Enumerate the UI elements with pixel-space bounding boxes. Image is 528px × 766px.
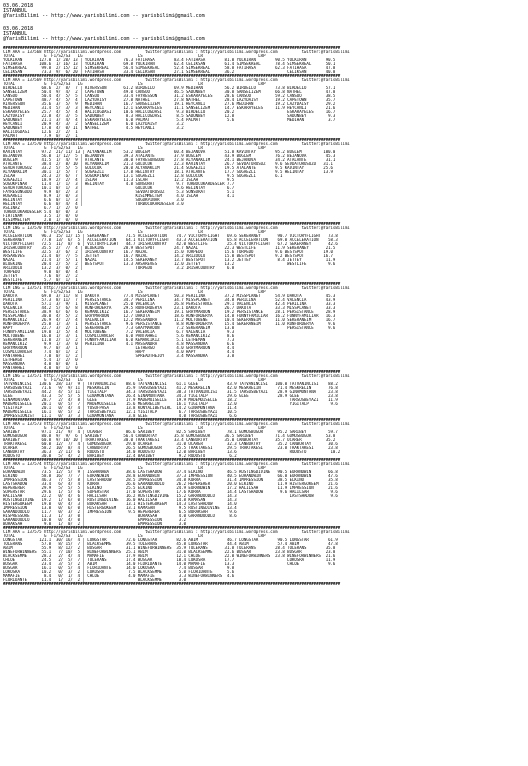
table-row: MEDIHAN 31.4 5/ 3/ 3 | HEYCANLI 12.1 ESKARAYELES 11.1 SANSELIZEM 14.7 ESKARAYELES 11.9 HEYCANLI 21.6 — [3, 106, 336, 110]
table-row: LOKOSRA 10.2 0/ 3/ 2 | LOKOSRA 7.5 BLACKSEMME 5.0 FLORIDANTE 5.6 — [3, 570, 235, 574]
table-row: COSMICDANCER 7.4 0/ 1/ 2 | HAPY 4.0 HAPY 4.4 — [3, 350, 235, 354]
table-row: MOLTOBENE 16.0 1/ 3/ 1 | COSMICDANCER 6.0 PANTAHHEI 5.6 KEMANCIKIZ 8.6 — [3, 334, 235, 338]
doc-city-2: ISTANBUL — [3, 31, 28, 37]
table-row: HEPERERER 29.9 5/ 5/ 5 | ELKINO 25.5 ELKINO 24.9 EURANDWIN 17.2 HALILSAH 11.9 IMPRESSION 21.6 — [3, 486, 338, 490]
table-row: IMPRESSION 46.3 7/ 5/ 8 | LASTSHADOW 28.5 IMPRESSION 34.8 KORRA 31.4 IMPRESSION 38.5 ELKINO 35.8 — [3, 478, 338, 482]
column-header: TOTAL G F1/S2/S3 LG LS LR LRP — [3, 82, 266, 86]
table-row: BUSGAR 23.4 3/ 5/ 2 | ABIM 14.0 FLORIDANTE 14.0 MAMAFIE 13.3 CHLOE 9.6 — [3, 562, 336, 566]
column-header: TOTAL G F1/S2/S3 LG LS LR LRP — [3, 378, 266, 382]
table-row: MADEMOISELLE 16.1 0/ 5/ 2 | TARSUSBEYAZI 12.1 YIGITALP 6.7 TARSUSBEYAZI 10.5 — [3, 410, 237, 414]
table-row: PANTAHHEI 4.0 0/ 1/ 0 — [3, 366, 78, 370]
race-title: CIM ARA = 137569 http://yarisbilimi.wordpress.com twitter:@YarisBilimi : http://yarisbilimi.wordpress.com twitter:@YarisBilimi — [3, 78, 350, 82]
table-row: DAKOTA 69.8 3/ 11/ 8 | DAKOTA 77.4 MISSPLANET 50.3 PERILINA 37.2 MISSPLANET 54.9 DAKOTA 45.3 — [3, 294, 336, 298]
race-title: CIM ING = 137570 http://yarisbilimi.wordpress.com twitter:@YarisBilimi : http://yarisbilimi.wordpress.com twitter:@YarisBilimi — [3, 226, 350, 230]
table-row: IMPRESSIONIST 11.1 0/ 3/ 3 | GINAMONTANA 3.8 GLEE 4.0 TARSUSBEYAZI 6.6 — [3, 414, 237, 418]
table-row: ABIM 55.9 8/ 12/ 2 | BUSGAR 31.1 WINEFORWINNERS 35.9 TOLERANS 31.8 TOLERANS 28.4 TOLERANS 35.8 — [3, 546, 336, 550]
table-row: FAYRESUNGUDU 9.9 0/ 2/ 3 | SEVDATURUSUZ 5.3 SONSURAT 5.1 — [3, 190, 235, 194]
table-row: JETTEY 7.6 0/ 2/ 2 — [3, 274, 78, 278]
table-row: HUGARELI 8.9 1/ 0/ 3 | KISIMMELTEM 4.0 ISLAH 4.1 — [3, 194, 235, 198]
table-row: ATALANTE 38.4 2/ 8/ 10 | ALYANAKLIM 21.3 GULUCUK 22.3 KAVINTAY 26.7 SEVDATURUSUZ 9.6 SEVDATURUSUZU 31.1 — [3, 162, 333, 166]
race-title: CIM ARA = 137575 http://yarisbilimi.wordpress.com twitter:@YarisBilimi : http://yarisbilimi.wordpress.com twitter:@YarisBilimi — [3, 530, 350, 534]
table-row: ACCELERATION 96.3 15/ 12/ 15 | SEKERANEY 71.5 ACCELERATION 74.7 VICTORYFLIGHT 69.6 SEKERANEY 90.7 VICTORYFLIGHT 73.8 — [3, 234, 338, 238]
table-row: RODOSTO 30.0 5/ 4/ 2 | BARIBEY 12.4 BARIBEY 9.2 RODOSTO 6.2 — [3, 454, 237, 458]
table-row: TARSUSBEYAZI 71.6 9/ 9/ 11 | MESKRELIN 35.9 TARSUSBEYAZI 41.2 MESKRELIN 42.0 MESKRELIN 71.4 MESKRELIN 76.8 — [3, 386, 338, 390]
table-row: MADEMOISELLE 20.1 0/ 5/ 7 | MADEMOISELLE 15.6 MESKRELIN 16.1 YIGITALP 12.0 YIGITALP 9.6 — [3, 402, 338, 406]
table-row: SUGAEZLI 18.9 2/ 2/ 4 | ISLAH 11.3 ISLAH 12.2 ISLAH 9.5 — [3, 178, 235, 182]
table-row: SEVDATURUSUZ 33.2 5/ 5/ 5 | GULUCUK 20.0 ALYANAKLIM 21.4 SUGAEZLI 19.5 ATALANTE 9.5 KAVINTAY 25.6 — [3, 166, 333, 170]
table-row: CANBURTAY 36.3 2/ 11/ 6 | RODOSTO 14.0 RODOSTO 12.0 BARIBEY 13.6 RODOSTO 10.2 — [3, 450, 341, 454]
table-row: GARANDOODLO 11.7 0/ 3/ 2 | IMPRESSION 9.5 HEPERERER 6.5 BURAKSAH 9.6 — [3, 510, 237, 514]
table-row: MASSANDRA 4.0 0/ 0/ 1 — [3, 362, 78, 366]
table-row: SEVDATURUSUZ 10.1 0/ 1/ 3 | GULUCUK 9.6 HELINTAY 6.7 — [3, 186, 235, 190]
table-row: HELINTAY 6.6 0/ 4/ 4 | TURBOCUKARDESLER 3.0 — [3, 202, 184, 206]
table-row: SEKERANEIM 11.0 2/ 1/ 2 | FUNNYFAMILIAR 6.0 KEMANCIKIZ 5.1 LETHEMAN 7.3 — [3, 338, 235, 342]
table-row: BIRDELLO 68.6 2/ 8/ 7 | RIVERSSON 61.2 BIRDELLO 69.9 MEDIHAN 56.2 BIRDELLO 73.8 BIRDELLO 57.1 — [3, 86, 336, 90]
table-row: TOLERANS 57.8 8/ 15/ 7 | BLACKSEMME 39.5 TOLERANS 45.8 LONGSTAR 44.4 ABIM 57.4 ABIM 47.8 — [3, 542, 338, 546]
table-row: EURANDWIN 73.5 12/ 5/ 9 | ISSHANABA 38.6 LASTSHADOW 37.4 ELKINO 46.5 RUSTINGDIVINE 90.5 EURANDWIN 66.8 — [3, 470, 338, 474]
table-row: VALENCIA 44.2 5/ 6/ 8 | RUNFORDERYA 29.5 RUNFORDERYA 23.1 DAKOTA 26.7 DAKOTA 33.3 MISSPLANET 33.3 — [3, 306, 336, 310]
table-row: GUMUSBUGUR 80.8 9/ 9/ 6 | SARIBEY 56.4 CANBURTAY 35.8 GUMUSBUGUR 36.5 SARIBEY 71.4 GUMUSBUGUR 53.8 — [3, 434, 336, 438]
separator-line: ############################################################################################################################################ — [3, 418, 341, 422]
column-header: TOTAL G F1/S2/S3 LG LS LR LRP — [3, 146, 266, 150]
table-row: WESTLIFE 5.7 0/ 1/ 1 — [3, 278, 78, 282]
table-row: TARSUSBEYAZI 44.2 4/ 5/ 11 | YIGITALP 34.3 TARSUSBEYAZI 38.3 TATVANINCISI 31.5 TARSUSBEYAZI 28.9 GINAMONTANA 23.8 — [3, 390, 338, 394]
table-row: YOLKIRAN 127.0 1/ 20/ 13 | YOLKIRAN 76.3 FATIHASA 83.4 FATIHASA 81.0 YOLKIRAN 90.5 YOLKIRAN 90.5 — [3, 58, 336, 62]
table-row: CANSUO 50.4 4/ 5/ 5 | CANSUO 33.4 FAYRESSON 31.2 ESKARAYELES 28.6 CANSUO 59.2 CANSUO 38.5 — [3, 94, 336, 98]
table-row: HALILSAH 22.2 0/ 4/ 6 | HALILSAH 16.2 RUSTINGDIVINE 15.2 GARANDOODLO 14.3 LASTSHADOW 9.6 — [3, 494, 338, 498]
table-row: LAZYDAISY 22.8 4/ 3/ 5 | SADUNBEY 8.3 HALICOGDASI 8.5 SADUNBEY 12.8 SADUNBEY 9.3 — [3, 114, 336, 118]
table-row: TRAKTAKESI 60.0 12/ 7/ 4 | GUMUSBUGUR 29.0 UCARER 31.0 UCARER 32.3 CANBURTAY 35.2 CANBURTAY 30.6 — [3, 442, 338, 446]
table-row: LETHERGO 5.4 1/ 2/ 0 — [3, 358, 78, 362]
table-row: BUSGAR 16.1 0/ 5/ 4 | FLORIDANTE 14.0 LOKOSRA 7.4 BUSGAR 9.8 — [3, 566, 235, 570]
table-row: SANSELIZEM 50.4 9/ 4/ 2 | CAPETOWN 49.0 CANSUO 46.5 SADUNBEY 30.8 SANSELIZEM 66.8 NATHEL 47.8 — [3, 90, 336, 94]
table-row: HELINTAY 6.6 0/ 1/ 3 | SOGUKPINAR 3.0 — [3, 198, 184, 202]
column-header: TOTAL G F1/S2/S3 LG LS LR LRP — [3, 466, 266, 470]
table-row: DAKOTA 57.1 3/ 9/ 1 | MISSPLANET 25.0 VALENCIA 26.8 PERSISTANCE 29.1 VALENCIA 42.4 PERILINA 33.3 — [3, 302, 336, 306]
table-row: NAZAL 21.4 1/ 5/ 1 | NAZAL 14.5 SEKERANEY 13.7 BESTSPOT 13.2 JETTEY 8.4 JETTEY 11.9 — [3, 258, 336, 262]
doc-contact: @YarisBilimi -- http://www.yarisbilimi.com -- yarisbilimi@gmail.com — [3, 13, 205, 19]
table-row: LASTSHADOW 33.4 6/ 4/ 4 | KORRA 26.6 GARANDOODLO 26.2 HEPERERER 20.0 ELKINO 11.9 HISTERGOKEEM 21.6 — [3, 482, 338, 486]
separator-line: ############################################################################################################################################ — [3, 282, 341, 286]
table-row: GINAMONTANA 28.7 2/ 4/ 8 | GLEE 17.9 MADEMOISELLE 19.9 MADEMOISELLE 18.2 TARSUSBEYAZI 11.9 — [3, 398, 338, 402]
table-row: ESKARAYELES 25.7 4/ 5/ 4 | HALICOGDASI 10.6 HALICOGDASI 9.3 BIRDELLO 20.2 ESKARAYELES 16.7 — [3, 110, 336, 114]
doc-city: ISTANBUL — [3, 8, 28, 14]
table-row: VICTORYFLIGHT 72.5 11/ 8/ 6 | VICTORYFLIGHT 44.7 IRISHCOUNTRY 42.0 WESTLIFE 25.4 VICTORYFLIGHT 67.2 SEKERANEY 42.6 — [3, 242, 338, 246]
table-row: FUNNYFAMILIAR 19.0 1/ 5/ 4 | MOLTOBENE 7.2 VALENCIA 6.7 VALENCIA 9.3 — [3, 330, 235, 334]
column-header: TOTAL G F1/S2/S3 LG LS LR LRP — [3, 230, 266, 234]
table-row: FIRTINAM 3.5 1/ 0/ 0 — [3, 214, 78, 218]
separator-line: ############################################################################################################################################ — [3, 582, 341, 586]
table-row: IRISHCOUNTRY 35.5 2/ 7/ 4 | BLUEKING 28.9 BESTSPOT 24.7 NAZAL 22.3 WESTLIFE 11.9 SEKERANEY 21.5 — [3, 246, 336, 250]
race-title: CIM ARA = 137568 http://yarisbilimi.wordpress.com twitter:@YarisBilimi : http://yarisbilimi.wordpress.com twitter:@YarisBilimi — [3, 50, 350, 54]
table-row: TATVANINCISI 130.6 28/ 13/ 9 | TATVANINCISI 88.6 TATVANINCISI 61.1 GLEE 43.9 TATVANINCISI 100.0 TATVANINCISI 88.2 — [3, 382, 338, 386]
table-row: SIMSEKREAL 99.8 2/ 15/ 12 | SIMSEKREAL 56.4 SIMSEKREAL 52.4 SIMSEKREAL 58.8 FATIHASA 62.3 FATIHASA 47.8 — [3, 66, 336, 70]
race-title: CIM ING = 137571 http://yarisbilimi.wordpress.com twitter:@YarisBilimi : http://yarisbilimi.wordpress.com twitter:@YarisBilimi — [3, 286, 350, 290]
table-row: ARIZOOLU 13.2 3/ 0/ 2 | TORPEDO 3.2 IRISHCOUNTRY 6.8 — [3, 266, 235, 270]
column-header: TOTAL G F1/S2/S3 LG LS LR LRP — [3, 290, 266, 294]
table-row: FATIHASA 108.6 1/ 16/ 13 | YOLKIRAN 69.8 YOLKIRAN 62.4 CELIKSAN 61.4 SIMSEKREAL 78.4 SIMSEKREAL 50.1 — [3, 62, 336, 66]
table-row: KISIMMELTEM 2.0 1/ 0/ 0 — [3, 218, 78, 222]
table-row: HALICOGDASI 12.6 2/ 2/ 1 — [3, 130, 78, 134]
table-row: RIVERSSON 35.6 3/ 5/ 9 | MEDIHAN 16.7 SANSELIZEM 19.1 HEYCANLI 27.6 MEDIHAN 19.2 LAZYDAISY 29.2 — [3, 102, 336, 106]
table-row: GLEE 43.3 5/ 5/ 5 | GINAMONTANA 26.4 GINAMONTANA 34.3 YIGITALP 29.6 GLEE 28.9 GLEE 23.8 — [3, 394, 338, 398]
table-row: RUNFORDERYA 25.8 1/ 3/ 1 | PERSISTANCE 9.6 PERSISTANCE 8.8 RUNFORDERYA 15.4 SEKERANEIM 11.0 RUNFORDERYA 9.6 — [3, 322, 336, 326]
race-title: CIM ARA = 137574 http://yarisbilimi.wordpress.com twitter:@YarisBilimi : http://yarisbilimi.wordpress.com twitter:@YarisBilimi — [3, 462, 350, 466]
column-header: TOTAL G F1/S2/S3 LG LS LR LRP — [3, 534, 266, 538]
table-row: KEMANCIKIZ 9.9 1/ 3/ 0 | PERILINA 4.1 MASSANDRA 4.8 MASSANDRA 6.6 — [3, 342, 235, 346]
table-row: BARIBEY 60.0 9/ 10/ 10 | TRAKTAKESI 30.0 TRAKTAKESI 33.4 CANBURTAY 35.0 CANBURTAY 35.7 UCARER 35.2 — [3, 438, 336, 442]
table-row: MAMAFIE 8.4 0/ 1/ 4 | CHLOE 4.0 MAMAFIE 3.3 WINEFORWINNERS 4.6 — [3, 574, 235, 578]
table-row: GARANDOODLO 10.0 0/ 4/ 0 | EMPRESSION 3.2 — [3, 518, 187, 522]
table-row: MISSPLANET 30.0 4/ 5/ 2 | GRAYMAROON 12.7 DAKOTA 18.6 RUNFORDERYA 14.8 FUNNYFAMILIAR 16.2 FUNNYFAMILIAR 16.3 — [3, 314, 336, 318]
separator-line: ############################################################################################################################################ — [3, 74, 341, 78]
table-row: TURBOCUKARDESLER 5.4 0/ 0/ 3 — [3, 210, 78, 214]
table-row: WESTLIFE 32.5 3/ 6/ 2 | IRISHCOUNTRY 16.7 NAZAL 15.0 TORPEDO 15.6 TORPEDO 9.6 BESTSPOT 19.0 — [3, 250, 333, 254]
table-row: CHLOE 24.5 2/ 5/ 7 | TOLERANS 17.4 BUSGAR 10.4 LOKOSRA 17.7 LOKOSRA 11.9 — [3, 558, 336, 562]
table-row: SARIBEY 97.1 21/ 9/ 4 | UCARER 86.6 SARIBEY 82.5 SARIBEY 78.1 GUMUSBUGUR 95.2 SARIBEY 59.7 — [3, 430, 338, 434]
separator-line: ############################################################################################################################################ — [3, 138, 341, 142]
table-row: GRAYMAROON 9.7 0/ 3/ 1 | LETHERGO 4.0 GRAYMAROON 4.4 — [3, 346, 235, 350]
table-row: PERSISTANCE 38.9 6/ 6/ 6 | KEMANCIKIZ 16.7 SEKERANEIM 19.1 GRAYMAROON 19.2 PERSISTANCE 28.1 PERSISTANCE 28.9 — [3, 310, 336, 314]
column-header: TOTAL G F1/S2/S3 LG LS LR LRP — [3, 426, 266, 430]
table-row: TORPEDO 9.0 0/ 0/ 4 — [3, 270, 78, 274]
table-row: CELIKSAN 73.3 9/ 6/ 20 | FATIHASA 33.4 CELIKSAN 27.1 SIMSEKREAL 36.2 CELIKSAN 40.8 — [3, 70, 336, 74]
separator-line: ############################################################################################################################################ — [3, 222, 341, 226]
table-row: ISLAH 24.3 2/ 6/ 7 | SOGUKPINAR 13.1 SUGAEZLI 12.8 GULUCUK 9.5 SUGAEZLI 6.1 — [3, 174, 283, 178]
table-row: UCARER 58.2 10/ 8/ 4 | CANBURTAY 26.5 GUMUSBUGUR 25.5 TRAKTAKESI 29.5 TRAKTAKESI 23.8 TRAKTAKESI 23.8 — [3, 446, 338, 450]
table-row: FLORIDANTE 11.4 1/ 2/ 2 | BLACKSEMME 3.0 — [3, 578, 187, 582]
doc-contact-2: @YarisBilimi -- http://www.yarisbilimi.com -- yarisbilimi@gmail.com — [3, 36, 205, 42]
table-row: LONGSTAR 121.1 30/ 16/ 4 | LONGSTAR 72.6 LONGSTAR 82.6 ABIM 46.7 LONGSTAR 90.5 LONGSTAR 61.9 — [3, 538, 338, 542]
table-row: KAVINTAY 97.2 21/ 11/ 13 | ALYANAKLIM 53.2 BUGLEM 60.4 BEJANOVA 51.8 KAVINTAY 95.2 BUGLEM 100.0 — [3, 150, 336, 154]
table-row: YIGITALP 20.1 0/ 4/ 4 | YUSUFPASA 13.8 KONYALIBEYGIRL 14.2 GINAMONTANA 11.4 — [3, 406, 237, 410]
table-row: SADUNBEY 21.1 3/ 4/ 4 | ESKARAYELES 6.0 PALMAT 5.4 PALMAT 5.6 MEDIHAN 3.7 — [3, 118, 336, 122]
table-row: PANTAHHEI 7.0 0/ 1/ 2 | SPREADTHEJOY 3.4 MASSANDRA 3.8 — [3, 354, 235, 358]
table-row: WINEFORWINNERS 55.1 7/ 10/ 5 | WINEFORWINNERS 25.1 ABIM 31.0 BLACKSEMME 22.6 BUSGAR 23.8 BUSGAR 23.8 — [3, 550, 336, 554]
table-row: KEMANCIKIZ 26.9 4/ 2/ 4 | VALENCIA 12.2 MASSANDRA 11.2 MOLTOBENE 10.4 SEKERANEIM 11.0 SEKERANEIM 16.7 — [3, 318, 336, 322]
separator-line: ############################################################################################################################################ — [3, 370, 341, 374]
table-row: HAPY 22.7 3/ 2/ 1 | SEKERANEIM 7.3 GRAYMAROON 7.2 SEKERANEIM 13.0 PERSISTANCE 9.6 — [3, 326, 336, 330]
table-row: HISTERGOKEEM 19.0 0/ 4/ 3 | BURAKSAH 13.1 HISTERGOKEEM 14.3 LASTSHADOW 14.0 — [3, 502, 237, 506]
table-row: SEKERANEY 77.8 13/ 6/ 5 | ACCELERATION 64.1 VICTORYFLIGHT 43.3 ACCELERATION 65.8 ACCELERATION 69.0 ACCELERATION 58.3 — [3, 238, 338, 242]
separator-line: ############################################################################################################################################ — [3, 458, 341, 462]
table-row: PERILINA 57.3 8/ 11/ 7 | PERSISTANCE 34.7 PERILINA 34.7 MISSPLANET 34.8 PERILINA 52.4 VALENCIA 43.9 — [3, 298, 336, 302]
table-row: IMPRESSION 13.0 0/ 6/ 0 | HISTERGOKEEM 13.1 KAMASAN 9.5 RUSTINGDIVINE 13.4 — [3, 506, 237, 510]
table-row: CAPETOWN 48.7 4/ 5/ 4 | LAZYDAISY 27.8 NATHEL 27.8 NATHEL 28.4 LAZYDAISY 19.2 CAPETOWN 35.7 — [3, 98, 336, 102]
table-row: HEYCANLI 20.9 4/ 3/ 2 | SANSELIZEM 6.0 LAZYDAISY 3.2 — [3, 122, 184, 126]
table-row: BUGLEM 41.5 1/ 4/ 9 | ATALANTE 38.0 FAYRESUNGUDU 27.8 ALYANAKLIM 24.1 BEJANOVA 34.2 ATALANTE 31.1 — [3, 158, 336, 162]
table-row: ARSAREVES 21.4 0/ 7/ 5 | JETTEY 16.7 NAZAL 14.2 ARIZOOLU 15.0 BESTSPOT 9.2 BESTSPOT 16.7 — [3, 254, 333, 258]
table-row: SUPERSTAR 29.6 1/ 5/ 6 | SUPERSTAR 17.0 SUPERSTAR 17.6 KORRA 14.4 LASTSHADOW 9.6 HALILSAH 9.6 — [3, 490, 338, 494]
separator-line: ############################################################################################################################################ — [3, 526, 341, 530]
race-title: CIM ARA = 137573 http://yarisbilimi.wordpress.com twitter:@YarisBilimi : http://yarisbilimi.wordpress.com twitter:@YarisBilimi — [3, 422, 350, 426]
doc-date-2: 03.06.2018 — [3, 26, 34, 32]
race-title: CIM ING = 137571 http://yarisbilimi.wordpress.com twitter:@YarisBilimi : http://yarisbilimi.wordpress.com twitter:@YarisBilimi — [3, 374, 350, 378]
race-title: CIM ARA = 137570 http://yarisbilimi.wordpress.com twitter:@YarisBilimi : http://yarisbilimi.wordpress.com twitter:@YarisBilimi — [3, 142, 350, 146]
table-row: RUSTINGDIVINE 19.2 1/ 6/ 0 | RUSTINGDIVINE 16.0 HALILSAH 14.8 KAMASAN 14.3 — [3, 498, 237, 502]
table-row: PALMAT 7.9 0/ 2/ 1 — [3, 134, 78, 138]
table-row: ASLINAZ 6.7 1/ 2/ 0 — [3, 206, 78, 210]
table-row: ALYANAKLIM 30.1 1/ 5/ 7 | SUGAEZLI 17.8 HELINTAY 18.1 ATALANTE 17.7 SUGAEZLI 9.5 HELINTAY 13.9 — [3, 170, 333, 174]
table-row: BEJANOVA 56.0 1/ 12/ 5 | BEJANOVA 39.3 ATALANTE 37.9 BUGLEM 43.9 BUGLEM 76.2 BEJANOVA 45.3 — [3, 154, 336, 158]
doc-date: 03.06.2018 — [3, 3, 34, 9]
table-row: BURAKSAH 9.0 1/ 0/ 2 | EMPRESSION 3.0 — [3, 522, 187, 526]
table-row: SOGUKPINAR 11.4 1/ 1/ 3 | HELINTAY 4.8 SONSURAT 9.7 TURBOCUKARDESLER 7.7 — [3, 182, 235, 186]
table-row: SADUNBEY 17.0 4/ 0/ 11 | NATHEL 4.5 HEYCANLI 3.2 — [3, 126, 184, 130]
table-row: ELKINO 58.8 16/ 7/ 7 | EURANDWIN 28.8 EURANDWIN 37.3 IMPRESSION 40.5 EURANDWIN 66.8 EURANDWIN 47.6 — [3, 474, 338, 478]
table-row: HISPRESSURE 11.3 1/ 3/ 0 | BURAKSAH 4.0 GARANDOODLO 8.6 — [3, 514, 237, 518]
column-header: TOTAL G F1/S2/S3 LG LS LR LRP — [3, 54, 266, 58]
separator-line: ############################################################################################################################################ — [3, 46, 341, 50]
table-row: BLUEKING 20.4 2/ 5/ 2 | BESTSPOT 13.3 ARSAREVES 12.0 JETTEY 13.2 WESTLIFE 9.6 — [3, 262, 336, 266]
table-row: BLACKSEMME 28.3 2/ 4/ 4 | MAMAFIE 17.9 ABIM 12.1 CHLOE 22.0 WINEFORWINNERS 23.8 WINEFORWINNERS 21.6 — [3, 554, 336, 558]
